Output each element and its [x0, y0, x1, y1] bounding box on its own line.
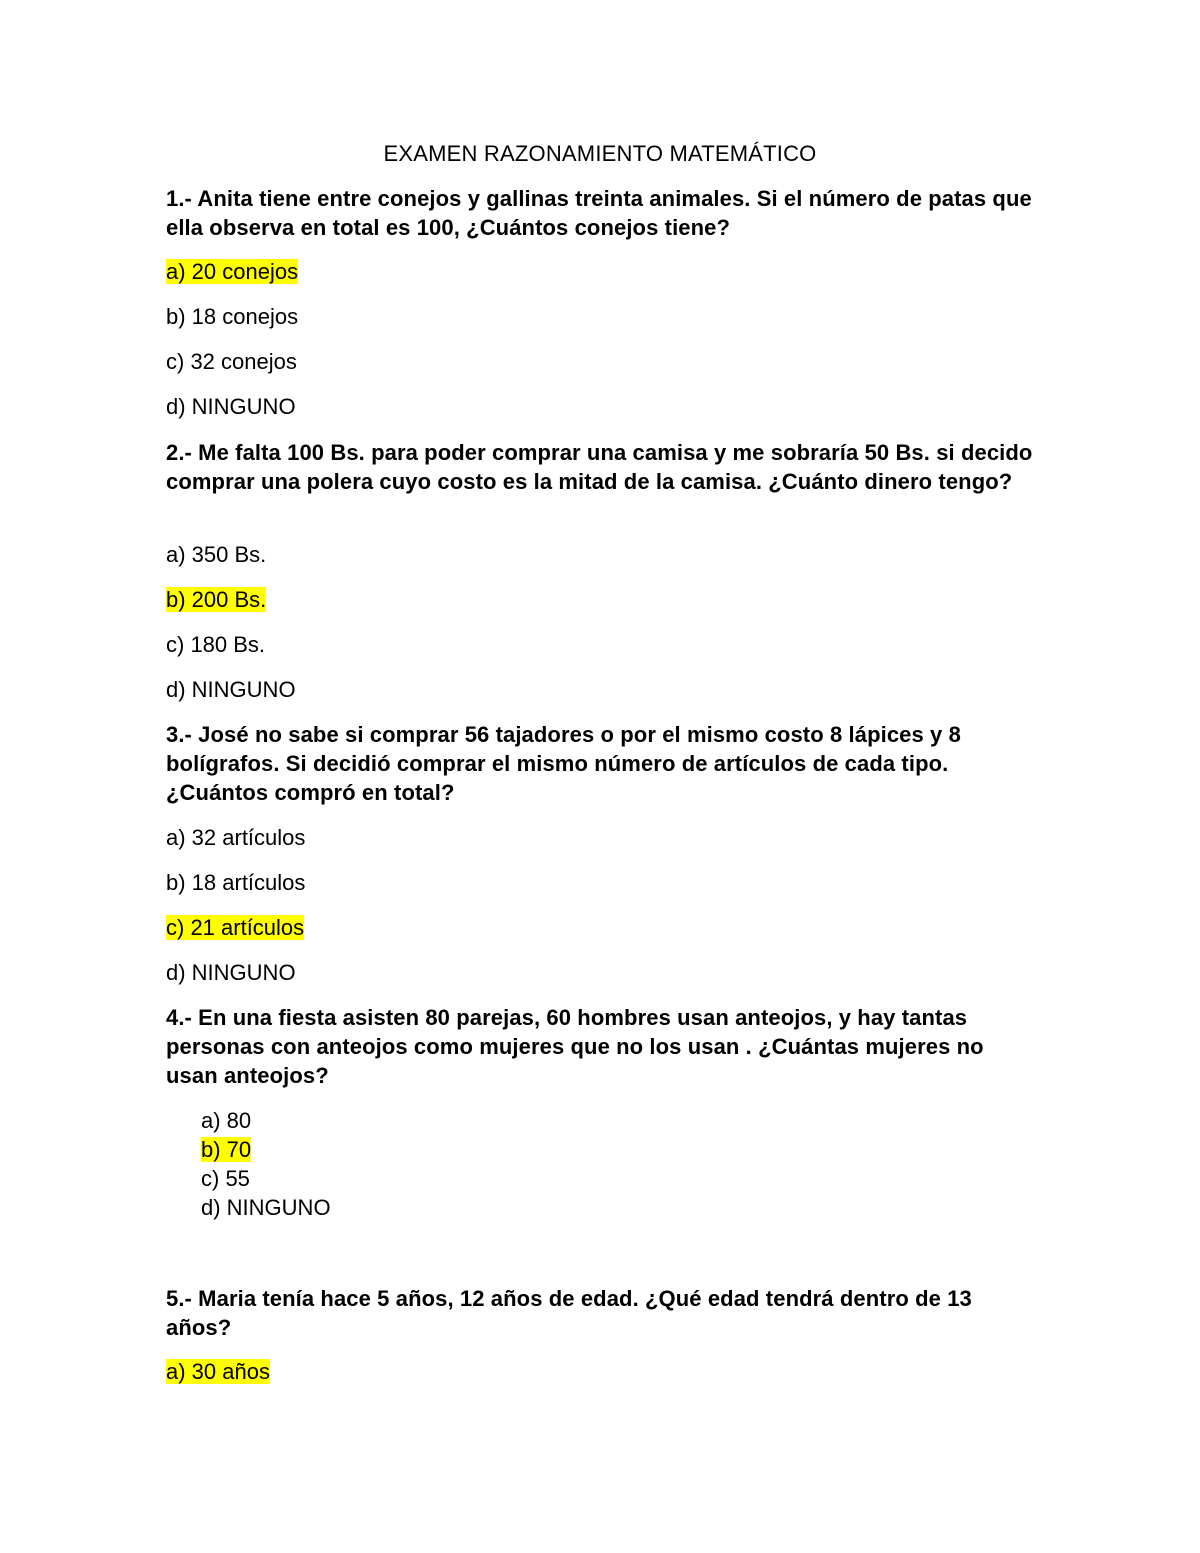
- question-3-option-c: [166, 914, 304, 942]
- question-4-option-d: d) NINGUNO: [201, 1195, 331, 1220]
- question-3: 3.- José no sabe si comprar 56 tajadores o por el mismo costo 8 lápices y 8 bolígrafos. Si decidió comprar el mismo número de artículos de cada tipo. ¿Cuántos compró en total?: [166, 722, 961, 805]
- question-4-option-a: a) 80: [201, 1108, 252, 1133]
- question-2: 2.- Me falta 100 Bs. para poder comprar una camisa y me sobraría 50 Bs. si decido comprar una polera cuyo costo es la mitad de la camisa. ¿Cuánto dinero tengo?: [166, 440, 1033, 494]
- question-5-option-a: [166, 1358, 270, 1386]
- question-3-option-d: d) NINGUNO: [166, 960, 296, 985]
- highlighted-answer: b) 70: [201, 1137, 252, 1162]
- question-4: 4.- En una fiesta asisten 80 parejas, 60 hombres usan anteojos, y hay tantas personas con anteojos como mujeres que no los usan . ¿Cuántas mujeres no usan anteojos?: [166, 1005, 984, 1088]
- highlighted-answer: b) 200 Bs.: [166, 587, 267, 612]
- question-1-option-d: d) NINGUNO: [166, 394, 296, 419]
- page-title: EXAMEN RAZONAMIENTO MATEMÁTICO: [383, 141, 817, 166]
- question-4-option-b: [201, 1136, 251, 1164]
- highlighted-answer: a) 20 conejos: [166, 259, 299, 284]
- question-1-option-b: b) 18 conejos: [166, 304, 299, 329]
- question-2-option-b: [166, 586, 266, 614]
- question-3-option-a: a) 32 artículos: [166, 825, 306, 850]
- question-2-option-d: d) NINGUNO: [166, 677, 296, 702]
- question-1: 1.- Anita tiene entre conejos y gallinas treinta animales. Si el número de patas que ella observa en total es 100, ¿Cuántos conejos tiene?: [166, 186, 1032, 240]
- question-4-option-c: c) 55: [201, 1166, 250, 1191]
- question-2-option-a: a) 350 Bs.: [166, 542, 267, 567]
- highlighted-answer: a) 30 años: [166, 1359, 270, 1384]
- question-3-option-b: b) 18 artículos: [166, 870, 306, 895]
- highlighted-answer: c) 21 artículos: [166, 915, 305, 940]
- question-1-option-a: [166, 258, 298, 286]
- question-2-option-c: c) 180 Bs.: [166, 632, 266, 657]
- question-1-option-c: c) 32 conejos: [166, 349, 297, 374]
- question-5: 5.- Maria tenía hace 5 años, 12 años de edad. ¿Qué edad tendrá dentro de 13 años?: [166, 1286, 972, 1340]
